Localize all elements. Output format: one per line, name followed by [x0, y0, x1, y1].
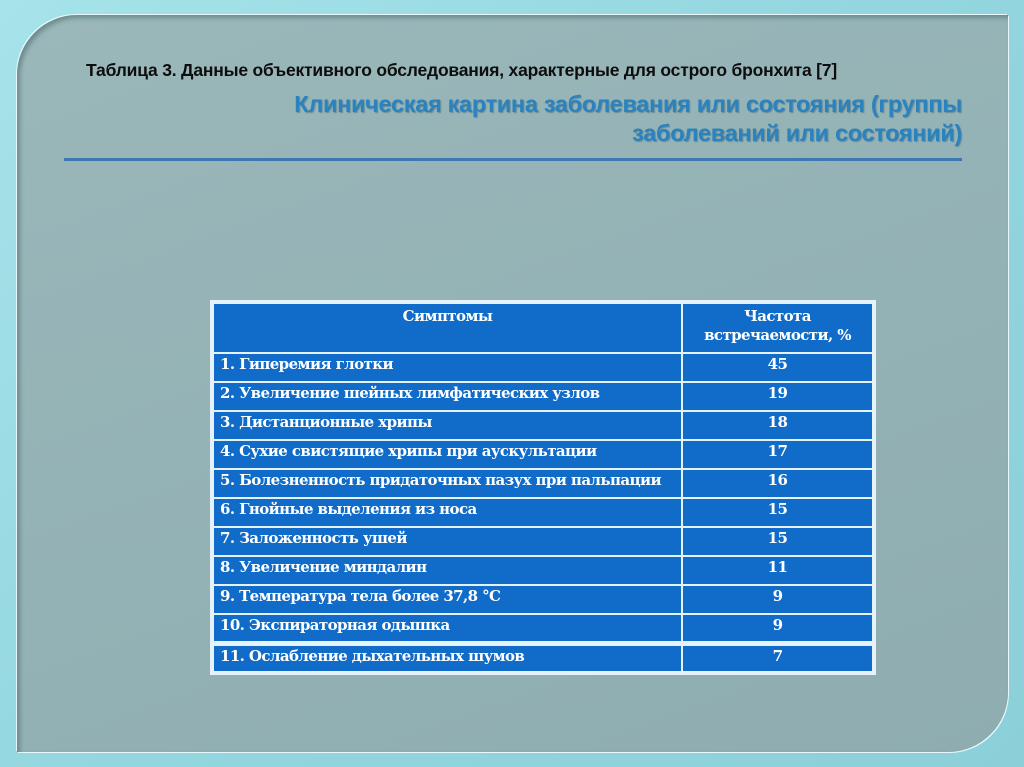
table-row	[213, 585, 873, 614]
title-divider	[64, 158, 962, 161]
slide-title	[202, 90, 962, 148]
header-symptoms: Симптомы	[213, 303, 682, 353]
table-row	[213, 469, 873, 498]
frequency-cell: 17	[682, 440, 873, 469]
table-row	[213, 411, 873, 440]
table-row	[213, 643, 873, 672]
frequency-cell: 15	[682, 527, 873, 556]
frequency-cell: 15	[682, 498, 873, 527]
frequency-cell: 19	[682, 382, 873, 411]
symptom-cell: 5. Болезненность придаточных пазух при пальпации	[213, 469, 682, 498]
table-caption: Таблица 3. Данные объективного обследования, характерные для острого бронхита [7]	[86, 60, 837, 80]
symptom-cell: 8. Увеличение миндалин	[213, 556, 682, 585]
symptom-cell: 2. Увеличение шейных лимфатических узлов	[213, 382, 682, 411]
symptom-cell: 10. Экспираторная одышка	[213, 614, 682, 643]
symptom-cell: 11. Ослабление дыхательных шумов	[213, 643, 682, 672]
symptom-cell: 9. Температура тела более 37,8 °C	[213, 585, 682, 614]
symptom-cell: 3. Дистанционные хрипы	[213, 411, 682, 440]
symptom-cell: 4. Сухие свистящие хрипы при аускультации	[213, 440, 682, 469]
symptoms-table	[212, 302, 874, 673]
frequency-cell: 9	[682, 585, 873, 614]
table-row	[213, 556, 873, 585]
table-row	[213, 440, 873, 469]
table-row	[213, 614, 873, 643]
table-row	[213, 353, 873, 382]
frequency-cell: 9	[682, 614, 873, 643]
symptom-cell: 6. Гнойные выделения из носа	[213, 498, 682, 527]
slide-title-line-1: Клиническая картина заболевания или состояния (группы	[294, 91, 962, 117]
frequency-cell: 11	[682, 556, 873, 585]
frequency-cell: 45	[682, 353, 873, 382]
table-row	[213, 498, 873, 527]
header-frequency: Частота встречаемости, %	[682, 303, 873, 353]
frequency-cell: 7	[682, 643, 873, 672]
symptom-cell: 1. Гиперемия глотки	[213, 353, 682, 382]
table-row	[213, 382, 873, 411]
symptom-cell: 7. Заложенность ушей	[213, 527, 682, 556]
table-row	[213, 527, 873, 556]
slide-title-line-2: заболеваний или состояний)	[632, 120, 962, 146]
table-header-row	[213, 303, 873, 353]
frequency-cell: 18	[682, 411, 873, 440]
frequency-cell: 16	[682, 469, 873, 498]
